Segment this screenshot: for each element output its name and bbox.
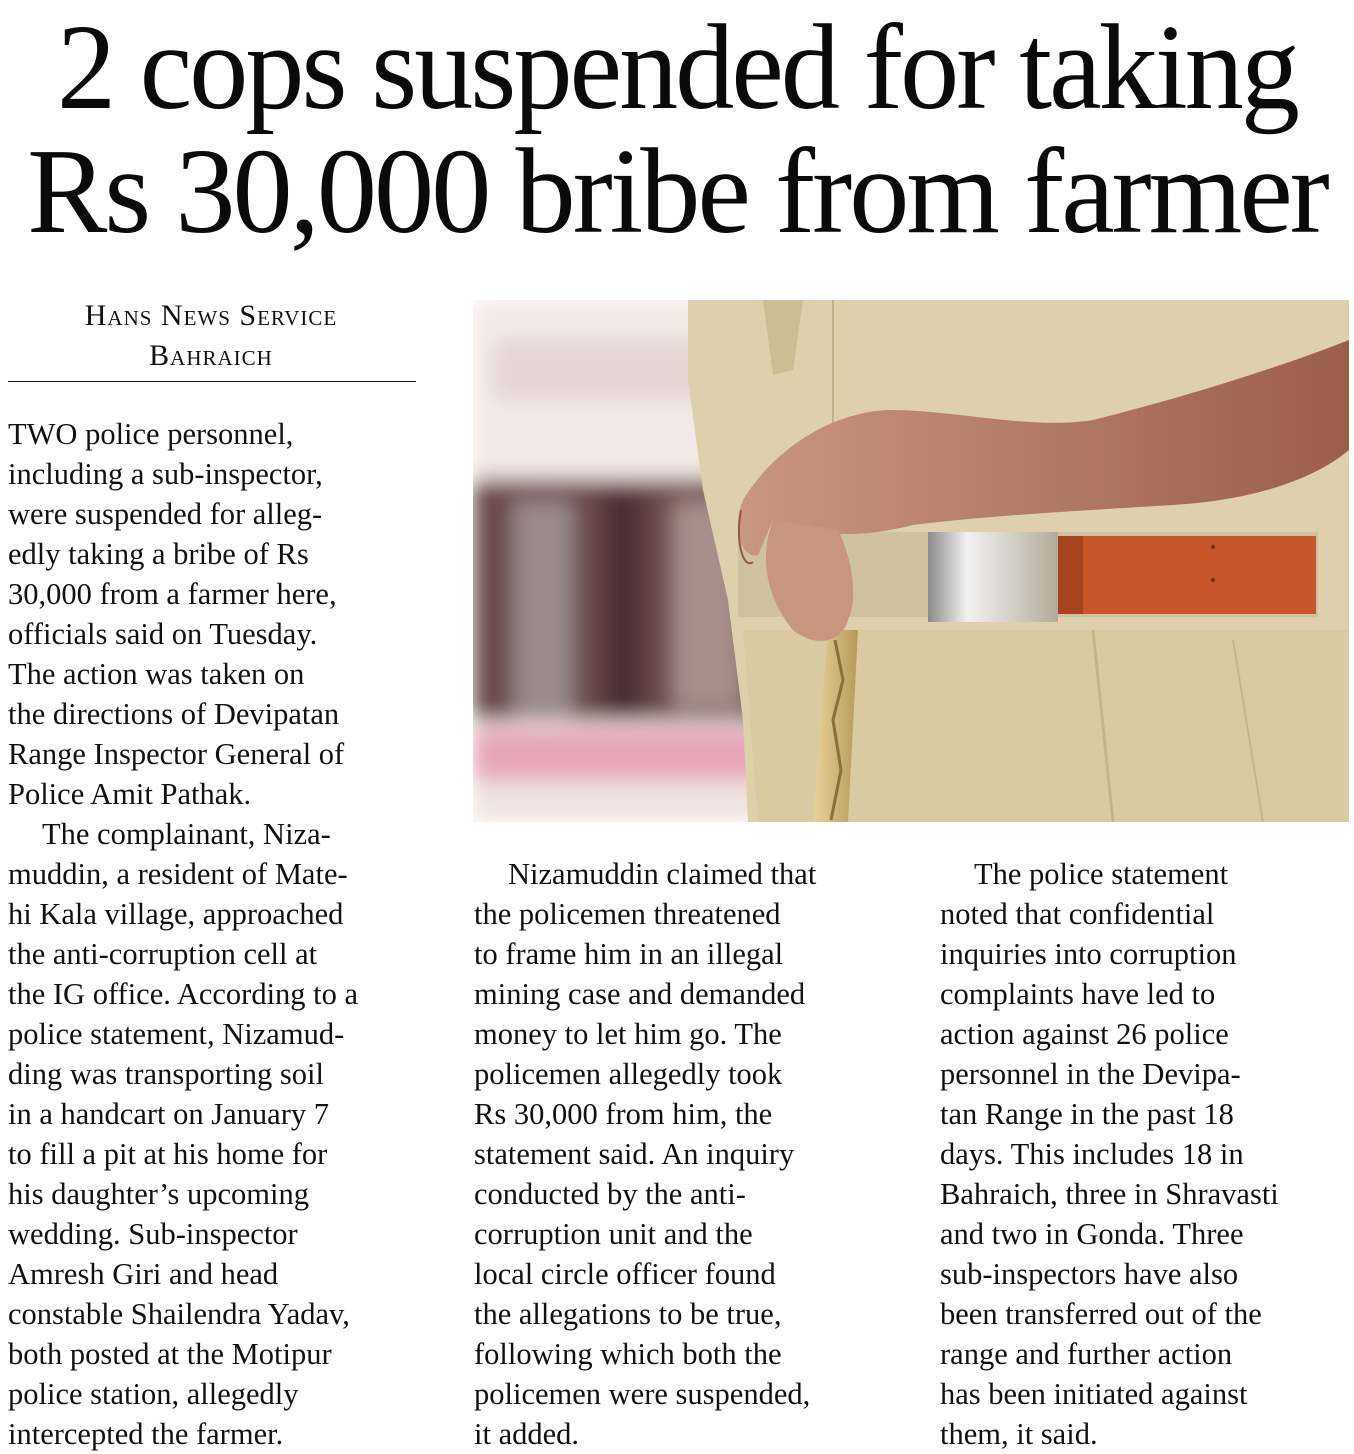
text-line: corruption unit and the bbox=[474, 1217, 753, 1251]
text-line: both posted at the Motipur bbox=[8, 1337, 332, 1371]
text-line: range and further action bbox=[940, 1337, 1233, 1371]
byline-dateline: Bahraich bbox=[149, 339, 273, 372]
text-line: Amresh Giri and head bbox=[8, 1257, 279, 1291]
text-line: his daughter’s upcoming bbox=[8, 1177, 310, 1211]
text-line: Range Inspector General of bbox=[8, 737, 345, 771]
headline bbox=[0, 0, 1354, 259]
text-line: were suspended for alleg- bbox=[8, 497, 323, 531]
text-line: noted that confidential bbox=[940, 897, 1215, 931]
text-line: Police Amit Pathak. bbox=[8, 777, 252, 811]
text-line: to fill a pit at his home for bbox=[8, 1137, 328, 1171]
text-line: conducted by the anti- bbox=[474, 1177, 746, 1211]
text-line: the directions of Devipatan bbox=[8, 697, 340, 731]
byline-divider bbox=[8, 381, 416, 382]
text-line: policemen allegedly took bbox=[474, 1057, 783, 1091]
text-line: has been initiated against bbox=[940, 1377, 1248, 1411]
text-line: following which both the bbox=[474, 1337, 782, 1371]
text-line: wedding. Sub-inspector bbox=[8, 1217, 298, 1251]
headline-line-1: 2 cops suspended for taking bbox=[56, 0, 1298, 135]
text-line: ding was transporting soil bbox=[8, 1057, 324, 1091]
text-line: inquiries into corruption bbox=[940, 937, 1237, 971]
text-line: constable Shailendra Yadav, bbox=[8, 1297, 350, 1331]
column-2-paragraph-1 bbox=[474, 854, 816, 1454]
text-line: mining case and demanded bbox=[474, 977, 806, 1011]
text-line: The complainant, Niza- bbox=[42, 817, 331, 851]
text-line: TWO police personnel, bbox=[8, 417, 294, 451]
leather-belt bbox=[1058, 536, 1316, 614]
text-line: Bahraich, three in Shravasti bbox=[940, 1177, 1279, 1211]
text-line: officials said on Tuesday. bbox=[8, 617, 318, 651]
text-line: The police statement bbox=[974, 857, 1229, 891]
text-line: intercepted the farmer. bbox=[8, 1417, 284, 1451]
text-line: complaints have led to bbox=[940, 977, 1216, 1011]
text-line: action against 26 police bbox=[940, 1017, 1229, 1051]
text-line: it added. bbox=[474, 1417, 580, 1451]
police-officer-photo-illustration bbox=[473, 300, 1349, 822]
text-line: local circle officer found bbox=[474, 1257, 776, 1291]
byline-agency: Hans News Service bbox=[84, 299, 338, 332]
belt-buckle bbox=[928, 532, 1058, 622]
text-line: the allegations to be true, bbox=[474, 1297, 782, 1331]
text-line: days. This includes 18 in bbox=[940, 1137, 1244, 1171]
text-line: edly taking a bribe of Rs bbox=[8, 537, 309, 571]
text-line: and two in Gonda. Three bbox=[940, 1217, 1244, 1251]
headline-line-2: Rs 30,000 bribe from farmer bbox=[27, 124, 1327, 259]
text-line: sub-inspectors have also bbox=[940, 1257, 1239, 1291]
byline bbox=[8, 296, 414, 376]
text-line: Nizamuddin claimed that bbox=[508, 857, 817, 891]
text-line: statement said. An inquiry bbox=[474, 1137, 795, 1171]
text-line: police station, allegedly bbox=[8, 1377, 299, 1411]
text-line: Rs 30,000 from him, the bbox=[474, 1097, 773, 1131]
column-3-paragraph-1 bbox=[940, 854, 1279, 1454]
text-line: 30,000 from a farmer here, bbox=[8, 577, 337, 611]
text-line: policemen were suspended, bbox=[474, 1377, 811, 1411]
text-line: The action was taken on bbox=[8, 657, 305, 691]
text-line: the policemen threatened bbox=[474, 897, 781, 931]
text-line: personnel in the Devipa- bbox=[940, 1057, 1241, 1091]
text-line: in a handcart on January 7 bbox=[8, 1097, 329, 1131]
text-line: the anti-corruption cell at bbox=[8, 937, 318, 971]
text-line: money to let him go. The bbox=[474, 1017, 782, 1051]
text-line: them, it said. bbox=[940, 1417, 1098, 1451]
text-line: been transferred out of the bbox=[940, 1297, 1262, 1331]
text-line: muddin, a resident of Mate- bbox=[8, 857, 348, 891]
column-1-paragraph-1 bbox=[8, 414, 344, 814]
text-line: including a sub-inspector, bbox=[8, 457, 323, 491]
text-line: to frame him in an illegal bbox=[474, 937, 784, 971]
text-line: tan Range in the past 18 bbox=[940, 1097, 1234, 1131]
text-line: hi Kala village, approached bbox=[8, 897, 344, 931]
column-1-paragraph-2 bbox=[8, 814, 358, 1454]
text-line: police statement, Nizamud- bbox=[8, 1017, 345, 1051]
article-photo bbox=[473, 300, 1349, 822]
text-line: the IG office. According to a bbox=[8, 977, 359, 1011]
